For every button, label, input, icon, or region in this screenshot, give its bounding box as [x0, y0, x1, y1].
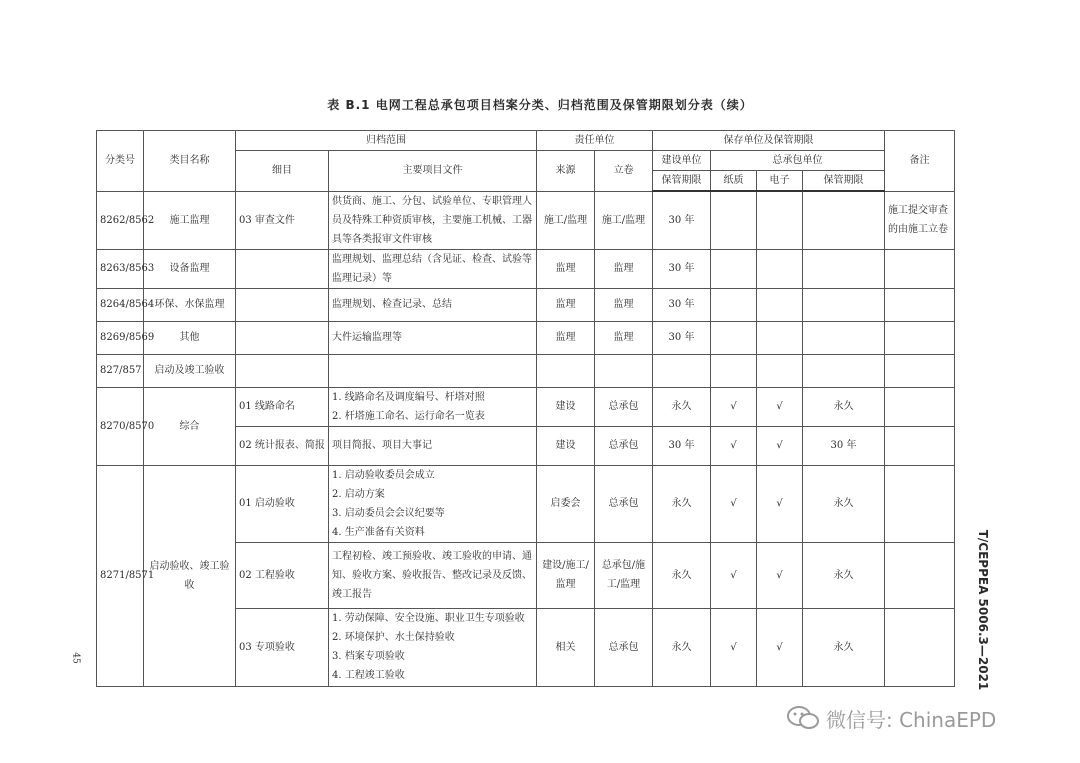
wechat-icon: [786, 704, 820, 732]
table-row: [97, 249, 955, 288]
cell-source: 相关: [537, 608, 595, 686]
cell-item: 03 专项验收: [236, 608, 329, 686]
cell-docs: 1. 启动验收委员会成立 2. 启动方案 3. 启动委员会会议纪要等 4. 生产准备有关资料: [329, 465, 537, 542]
header-docs: 主要项目文件: [329, 151, 537, 192]
cell-code: 8269/8569: [97, 321, 144, 354]
header-code: 分类号: [97, 131, 144, 192]
cell-item: 02 统计报表、简报: [236, 426, 329, 465]
header-scope: 归档范围: [236, 131, 537, 151]
header-contract-unit: 总承包单位: [711, 151, 885, 171]
cell-code: 8263/8563: [97, 249, 144, 288]
cell-name: 启动及竣工验收: [144, 354, 236, 387]
cell-item: [236, 288, 329, 321]
cell-item: 01 启动验收: [236, 465, 329, 542]
cell-docs: 监理规划、监理总结（含见证、检查、试验等监理记录）等: [329, 249, 537, 288]
cell-source: 施工/监理: [537, 191, 595, 249]
cell-electronic: √: [757, 608, 803, 686]
cell-docs: 项目简报、项目大事记: [329, 426, 537, 465]
table-title: 表 B.1 电网工程总承包项目档案分类、归档范围及保管期限划分表（续）: [327, 98, 753, 112]
cell-item: 03 审查文件: [236, 191, 329, 249]
cell-period-build: 永久: [653, 608, 711, 686]
cell-paper: √: [711, 426, 757, 465]
cell-paper: √: [711, 542, 757, 608]
cell-item: 02 工程验收: [236, 542, 329, 608]
table-row: [97, 321, 955, 354]
cell-period-contract: 永久: [803, 542, 885, 608]
table-row: [97, 354, 955, 387]
cell-name: 设备监理: [144, 249, 236, 288]
cell-docs: 大件运输监理等: [329, 321, 537, 354]
cell-electronic: √: [757, 426, 803, 465]
cell-period-build: 永久: [653, 465, 711, 542]
cell-file: 施工/监理: [595, 191, 653, 249]
watermark: [786, 700, 996, 736]
cell-file: 总承包/施工/监理: [595, 542, 653, 608]
table-row: [97, 191, 955, 249]
cell-period-build: 30 年: [653, 426, 711, 465]
cell-docs: 供货商、施工、分包、试验单位、专职管理人员及特殊工种资质审核，主要施工机械、工器具等各类报审文件审核: [329, 191, 537, 249]
cell-file: 监理: [595, 288, 653, 321]
cell-code: 8270/8570: [97, 387, 144, 465]
cell-file: 总承包: [595, 465, 653, 542]
cell-file: 总承包: [595, 608, 653, 686]
cell-electronic: √: [757, 542, 803, 608]
cell-period-build: 30 年: [653, 321, 711, 354]
table-row: [97, 288, 955, 321]
header-period-build: 保管期限: [653, 171, 711, 192]
cell-file: 监理: [595, 321, 653, 354]
cell-period-build: 30 年: [653, 288, 711, 321]
cell-name: 施工监理: [144, 191, 236, 249]
cell-period-build: 永久: [653, 387, 711, 426]
cell-item: [236, 321, 329, 354]
cell-paper: √: [711, 387, 757, 426]
cell-period-build: 30 年: [653, 249, 711, 288]
cell-period-build: 30 年: [653, 191, 711, 249]
cell-code: 8262/8562: [97, 191, 144, 249]
cell-remark: 施工提交审查的由施工立卷: [885, 191, 955, 249]
cell-paper: √: [711, 465, 757, 542]
header-source: 来源: [537, 151, 595, 192]
cell-docs: 1. 线路命名及调度编号、杆塔对照 2. 杆塔施工命名、运行命名一览表: [329, 387, 537, 426]
cell-docs: 工程初检、竣工预验收、竣工验收的申请、通知、验收方案、验收报告、整改记录及反馈、竣工报告: [329, 542, 537, 608]
header-build-unit: 建设单位: [653, 151, 711, 171]
header-row-1: [97, 131, 955, 151]
cell-period-contract: 永久: [803, 608, 885, 686]
cell-source: 建设: [537, 387, 595, 426]
header-remark: 备注: [885, 131, 955, 192]
header-responsibility: 责任单位: [537, 131, 653, 151]
header-keep: 保存单位及保管期限: [653, 131, 885, 151]
cell-paper: [711, 191, 757, 249]
cell-paper: √: [711, 608, 757, 686]
cell-source: 监理: [537, 321, 595, 354]
cell-source: 建设: [537, 426, 595, 465]
cell-period-contract: [803, 191, 885, 249]
cell-source: 建设/施工/监理: [537, 542, 595, 608]
standard-number: T/CEPPEA 5006.3—2021: [976, 529, 990, 691]
cell-name: 启动验收、竣工验收: [144, 465, 236, 686]
cell-electronic: √: [757, 387, 803, 426]
header-period-contract: 保管期限: [803, 171, 885, 192]
cell-file: 总承包: [595, 426, 653, 465]
table-row: [97, 465, 955, 542]
cell-name: 环保、水保监理: [144, 288, 236, 321]
cell-period-contract: 30 年: [803, 426, 885, 465]
cell-name: 综合: [144, 387, 236, 465]
table-row: [97, 387, 955, 426]
cell-docs: 1. 劳动保障、安全设施、职业卫生专项验收 2. 环境保护、水土保持验收 3. 档案专项验收 4. 工程竣工验收: [329, 608, 537, 686]
cell-file: 监理: [595, 249, 653, 288]
cell-code: 827/857: [97, 354, 144, 387]
header-name: 类目名称: [144, 131, 236, 192]
cell-period-contract: 永久: [803, 465, 885, 542]
cell-source: 监理: [537, 249, 595, 288]
cell-electronic: √: [757, 465, 803, 542]
header-paper: 纸质: [711, 171, 757, 192]
cell-electronic: [757, 191, 803, 249]
cell-code: 8271/8571: [97, 465, 144, 686]
cell-name: 其他: [144, 321, 236, 354]
cell-period-build: 永久: [653, 542, 711, 608]
cell-item: 01 线路命名: [236, 387, 329, 426]
page-number: 45: [70, 652, 81, 664]
watermark-text: 微信号: ChinaEPD: [826, 707, 997, 732]
cell-code: 8264/8564: [97, 288, 144, 321]
cell-source: 启委会: [537, 465, 595, 542]
header-file: 立卷: [595, 151, 653, 192]
classification-table: [96, 130, 955, 687]
cell-period-contract: 永久: [803, 387, 885, 426]
cell-docs: 监理规划、检查记录、总结: [329, 288, 537, 321]
header-electronic: 电子: [757, 171, 803, 192]
cell-file: 总承包: [595, 387, 653, 426]
cell-source: 监理: [537, 288, 595, 321]
cell-item: [236, 249, 329, 288]
header-item: 细目: [236, 151, 329, 192]
